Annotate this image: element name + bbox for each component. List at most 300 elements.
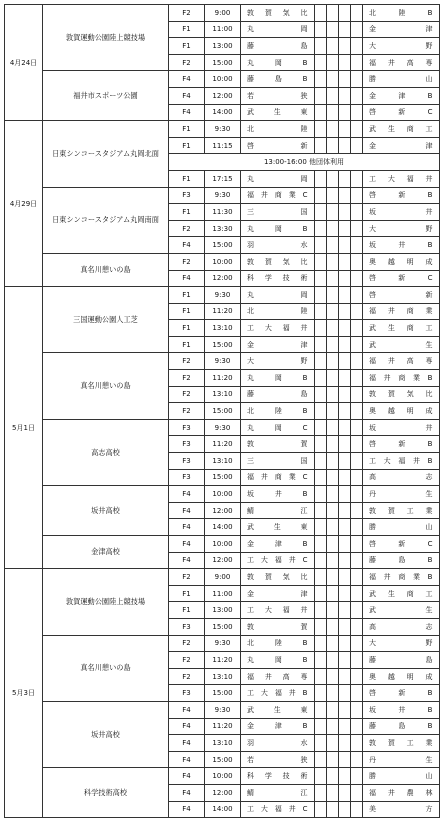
score-cell	[351, 635, 363, 652]
score-cell	[339, 419, 351, 436]
time-cell: 15:00	[205, 685, 241, 702]
score-cell	[339, 386, 351, 403]
division-cell: F4	[169, 71, 205, 88]
score-cell	[351, 71, 363, 88]
away-team-cell: 勝 山	[363, 768, 440, 785]
score-cell	[351, 237, 363, 254]
away-team-cell: 啓 新 C	[363, 104, 440, 121]
away-team-cell: 奥 越 明 成	[363, 668, 440, 685]
score-cell	[351, 453, 363, 470]
score-cell	[339, 486, 351, 503]
division-cell: F4	[169, 751, 205, 768]
score-cell	[339, 303, 351, 320]
match-row	[5, 569, 440, 586]
time-cell: 11:00	[205, 585, 241, 602]
away-team-cell: 坂 井 B	[363, 237, 440, 254]
score-cell	[351, 419, 363, 436]
away-team-cell: 金 津	[363, 21, 440, 38]
away-team-cell: 武 生	[363, 602, 440, 619]
score-cell	[315, 685, 327, 702]
time-cell: 15:00	[205, 336, 241, 353]
date-cell: 5月3日	[5, 569, 43, 818]
home-team-cell: 丸 岡 B	[241, 220, 315, 237]
score-cell	[315, 270, 327, 287]
away-team-cell: 坂 井	[363, 204, 440, 221]
home-team-cell: 丸 岡 B	[241, 652, 315, 669]
score-cell	[351, 784, 363, 801]
score-cell	[339, 635, 351, 652]
score-cell	[315, 187, 327, 204]
score-cell	[351, 137, 363, 154]
score-cell	[315, 618, 327, 635]
score-cell	[327, 38, 339, 55]
score-cell	[315, 303, 327, 320]
division-cell: F4	[169, 718, 205, 735]
time-cell: 15:00	[205, 469, 241, 486]
time-cell: 13:10	[205, 320, 241, 337]
division-cell: F3	[169, 469, 205, 486]
score-cell	[327, 701, 339, 718]
home-team-cell: 羽 水	[241, 237, 315, 254]
time-cell: 9:30	[205, 353, 241, 370]
score-cell	[351, 751, 363, 768]
score-cell	[327, 768, 339, 785]
division-cell: F1	[169, 121, 205, 138]
away-team-cell: 奥 越 明 成	[363, 403, 440, 420]
time-cell: 9:00	[205, 569, 241, 586]
score-cell	[327, 486, 339, 503]
score-cell	[315, 5, 327, 22]
away-team-cell: 北 陸 B	[363, 5, 440, 22]
score-cell	[351, 54, 363, 71]
home-team-cell: 丸 岡	[241, 21, 315, 38]
score-cell	[351, 87, 363, 104]
score-cell	[327, 652, 339, 669]
score-cell	[327, 170, 339, 187]
score-cell	[327, 71, 339, 88]
away-team-cell: 大 野	[363, 38, 440, 55]
time-cell: 13:10	[205, 453, 241, 470]
away-team-cell: 敦 賀 工 業	[363, 502, 440, 519]
division-cell: F2	[169, 403, 205, 420]
score-cell	[315, 536, 327, 553]
home-team-cell: 鯖 江	[241, 784, 315, 801]
score-cell	[327, 21, 339, 38]
score-cell	[315, 453, 327, 470]
score-cell	[315, 751, 327, 768]
division-cell: F3	[169, 618, 205, 635]
venue-cell: 日東シンコースタジアム丸岡南面	[43, 187, 169, 253]
away-team-cell: 奥 越 明 成	[363, 253, 440, 270]
division-cell: F4	[169, 801, 205, 818]
score-cell	[351, 303, 363, 320]
score-cell	[315, 668, 327, 685]
home-team-cell: 工 大 福 井 C	[241, 801, 315, 818]
division-cell: F1	[169, 336, 205, 353]
home-team-cell: 金 津 B	[241, 536, 315, 553]
away-team-cell: 武 生 商 工	[363, 121, 440, 138]
division-cell: F2	[169, 569, 205, 586]
score-cell	[351, 38, 363, 55]
away-team-cell: 啓 新 C	[363, 536, 440, 553]
score-cell	[327, 635, 339, 652]
division-cell: F4	[169, 237, 205, 254]
score-cell	[315, 784, 327, 801]
score-cell	[339, 336, 351, 353]
time-cell: 11:30	[205, 204, 241, 221]
home-team-cell: 北 陸	[241, 303, 315, 320]
match-row	[5, 187, 440, 204]
score-cell	[315, 320, 327, 337]
away-team-cell: 啓 新 C	[363, 270, 440, 287]
home-team-cell: 工 大 福 井 C	[241, 552, 315, 569]
away-team-cell: 高 志	[363, 618, 440, 635]
home-team-cell: 金 津	[241, 585, 315, 602]
score-cell	[327, 303, 339, 320]
home-team-cell: 科 学 技 術	[241, 768, 315, 785]
home-team-cell: 科 学 技 術	[241, 270, 315, 287]
score-cell	[327, 270, 339, 287]
home-team-cell: 三 国	[241, 453, 315, 470]
time-cell: 9:30	[205, 419, 241, 436]
score-cell	[315, 436, 327, 453]
score-cell	[351, 618, 363, 635]
away-team-cell: 啓 新	[363, 287, 440, 304]
score-cell	[351, 336, 363, 353]
score-cell	[339, 718, 351, 735]
score-cell	[327, 5, 339, 22]
score-cell	[327, 519, 339, 536]
time-cell: 10:00	[205, 486, 241, 503]
score-cell	[327, 320, 339, 337]
score-cell	[339, 552, 351, 569]
match-row	[5, 71, 440, 88]
score-cell	[339, 403, 351, 420]
away-team-cell: 勝 山	[363, 71, 440, 88]
score-cell	[351, 685, 363, 702]
score-cell	[339, 104, 351, 121]
division-cell: F1	[169, 320, 205, 337]
score-cell	[315, 170, 327, 187]
division-cell: F1	[169, 585, 205, 602]
score-cell	[351, 104, 363, 121]
division-cell: F2	[169, 370, 205, 387]
score-cell	[315, 54, 327, 71]
score-cell	[315, 419, 327, 436]
score-cell	[315, 287, 327, 304]
away-team-cell: 高 志	[363, 469, 440, 486]
time-cell: 15:00	[205, 403, 241, 420]
home-team-cell: 若 狭	[241, 751, 315, 768]
away-team-cell: 丹 生	[363, 751, 440, 768]
score-cell	[315, 71, 327, 88]
match-row	[5, 287, 440, 304]
score-cell	[339, 602, 351, 619]
score-cell	[339, 701, 351, 718]
away-team-cell: 福井商業B	[363, 370, 440, 387]
score-cell	[351, 536, 363, 553]
score-cell	[339, 204, 351, 221]
time-cell: 13:30	[205, 220, 241, 237]
away-team-cell: 金 津 B	[363, 87, 440, 104]
score-cell	[315, 652, 327, 669]
score-cell	[315, 585, 327, 602]
division-cell: F4	[169, 784, 205, 801]
home-team-cell: 福 井 高 専	[241, 668, 315, 685]
score-cell	[315, 701, 327, 718]
score-cell	[351, 370, 363, 387]
score-cell	[351, 469, 363, 486]
division-cell: F3	[169, 187, 205, 204]
division-cell: F1	[169, 204, 205, 221]
score-cell	[327, 419, 339, 436]
score-cell	[339, 71, 351, 88]
division-cell: F2	[169, 353, 205, 370]
score-cell	[315, 137, 327, 154]
time-cell: 9:30	[205, 187, 241, 204]
score-cell	[327, 668, 339, 685]
score-cell	[339, 569, 351, 586]
division-cell: F3	[169, 436, 205, 453]
match-row	[5, 121, 440, 138]
time-cell: 10:00	[205, 536, 241, 553]
score-cell	[351, 735, 363, 752]
score-cell	[327, 585, 339, 602]
home-team-cell: 敦 賀 気 比	[241, 253, 315, 270]
away-team-cell: 福 井 農 林	[363, 784, 440, 801]
score-cell	[327, 204, 339, 221]
score-cell	[327, 453, 339, 470]
home-team-cell: 敦 賀 気 比	[241, 5, 315, 22]
match-row	[5, 253, 440, 270]
home-team-cell: 福 井 商 業 C	[241, 469, 315, 486]
score-cell	[327, 751, 339, 768]
score-cell	[339, 54, 351, 71]
time-cell: 15:00	[205, 237, 241, 254]
score-cell	[327, 287, 339, 304]
score-cell	[339, 38, 351, 55]
score-cell	[351, 21, 363, 38]
score-cell	[351, 768, 363, 785]
venue-cell: 三国運動公園人工芝	[43, 287, 169, 353]
time-cell: 11:20	[205, 718, 241, 735]
score-cell	[315, 552, 327, 569]
score-cell	[327, 104, 339, 121]
score-cell	[339, 270, 351, 287]
score-cell	[339, 253, 351, 270]
score-cell	[327, 87, 339, 104]
time-cell: 9:30	[205, 701, 241, 718]
home-team-cell: 敦 賀	[241, 618, 315, 635]
venue-cell: 日東シンコースタジアム丸岡北面	[43, 121, 169, 187]
score-cell	[327, 618, 339, 635]
division-cell: F4	[169, 486, 205, 503]
score-cell	[315, 220, 327, 237]
home-team-cell: 鯖 江	[241, 502, 315, 519]
away-team-cell: 啓 新 B	[363, 187, 440, 204]
score-cell	[315, 735, 327, 752]
score-cell	[327, 552, 339, 569]
score-cell	[327, 718, 339, 735]
away-team-cell: 金 津	[363, 137, 440, 154]
score-cell	[351, 519, 363, 536]
score-cell	[327, 353, 339, 370]
score-cell	[351, 718, 363, 735]
score-cell	[339, 784, 351, 801]
time-cell: 9:30	[205, 287, 241, 304]
score-cell	[327, 436, 339, 453]
home-team-cell: 金 津	[241, 336, 315, 353]
score-cell	[339, 237, 351, 254]
home-team-cell: 三 国	[241, 204, 315, 221]
home-team-cell: 坂 井 B	[241, 486, 315, 503]
away-team-cell: 敦 賀 気 比	[363, 386, 440, 403]
venue-cell: 坂井高校	[43, 486, 169, 536]
score-cell	[327, 602, 339, 619]
score-cell	[315, 569, 327, 586]
score-cell	[339, 121, 351, 138]
score-cell	[339, 320, 351, 337]
venue-cell: 敦賀運動公園陸上競技場	[43, 569, 169, 635]
division-cell: F1	[169, 137, 205, 154]
match-row	[5, 419, 440, 436]
division-cell: F4	[169, 768, 205, 785]
home-team-cell: 藤 島	[241, 38, 315, 55]
date-cell: 5月1日	[5, 287, 43, 569]
score-cell	[315, 403, 327, 420]
division-cell: F4	[169, 104, 205, 121]
score-cell	[327, 370, 339, 387]
venue-cell: 真名川憩いの島	[43, 635, 169, 701]
score-cell	[351, 668, 363, 685]
score-cell	[327, 536, 339, 553]
division-cell: F1	[169, 170, 205, 187]
venue-cell: 真名川憩いの島	[43, 253, 169, 286]
score-cell	[351, 386, 363, 403]
home-team-cell: 敦 賀	[241, 436, 315, 453]
division-cell: F4	[169, 502, 205, 519]
time-cell: 12:00	[205, 552, 241, 569]
score-cell	[339, 137, 351, 154]
away-team-cell: 勝 山	[363, 519, 440, 536]
venue-cell: 高志高校	[43, 419, 169, 485]
division-cell: F1	[169, 287, 205, 304]
time-cell: 12:00	[205, 270, 241, 287]
score-cell	[339, 668, 351, 685]
home-team-cell: 丸 岡 C	[241, 419, 315, 436]
time-cell: 13:00	[205, 602, 241, 619]
division-cell: F4	[169, 270, 205, 287]
score-cell	[315, 121, 327, 138]
division-cell: F2	[169, 668, 205, 685]
score-cell	[339, 287, 351, 304]
score-cell	[351, 701, 363, 718]
away-team-cell: 福井商業B	[363, 569, 440, 586]
score-cell	[339, 453, 351, 470]
division-cell: F4	[169, 552, 205, 569]
score-cell	[339, 21, 351, 38]
score-cell	[339, 5, 351, 22]
away-team-cell: 福 井 商 業	[363, 303, 440, 320]
time-cell: 17:15	[205, 170, 241, 187]
division-cell: F2	[169, 54, 205, 71]
time-cell: 15:00	[205, 618, 241, 635]
home-team-cell: 大 野	[241, 353, 315, 370]
score-cell	[351, 287, 363, 304]
score-cell	[339, 751, 351, 768]
score-cell	[351, 270, 363, 287]
away-team-cell: 武 生	[363, 336, 440, 353]
score-cell	[351, 585, 363, 602]
away-team-cell: 藤 島 B	[363, 718, 440, 735]
score-cell	[315, 718, 327, 735]
score-cell	[315, 353, 327, 370]
home-team-cell: 武 生 東	[241, 104, 315, 121]
division-cell: F2	[169, 635, 205, 652]
score-cell	[315, 87, 327, 104]
score-cell	[327, 735, 339, 752]
note-cell: 13:00-16:00 他団体利用	[169, 154, 440, 171]
division-cell: F4	[169, 536, 205, 553]
time-cell: 11:20	[205, 436, 241, 453]
score-cell	[339, 370, 351, 387]
home-team-cell: 工大福井B	[241, 685, 315, 702]
away-team-cell: 福 井 高 専	[363, 54, 440, 71]
score-cell	[315, 237, 327, 254]
division-cell: F2	[169, 220, 205, 237]
time-cell: 12:00	[205, 784, 241, 801]
score-cell	[327, 469, 339, 486]
score-cell	[315, 502, 327, 519]
division-cell: F2	[169, 652, 205, 669]
score-cell	[351, 652, 363, 669]
away-team-cell: 坂 井 B	[363, 701, 440, 718]
score-cell	[339, 618, 351, 635]
score-cell	[315, 386, 327, 403]
away-team-cell: 工大福井B	[363, 453, 440, 470]
score-cell	[351, 436, 363, 453]
score-cell	[351, 353, 363, 370]
score-cell	[315, 336, 327, 353]
score-cell	[327, 253, 339, 270]
time-cell: 13:10	[205, 386, 241, 403]
home-team-cell: 丸 岡	[241, 170, 315, 187]
home-team-cell: 丸 岡 B	[241, 54, 315, 71]
score-cell	[351, 320, 363, 337]
score-cell	[339, 436, 351, 453]
away-team-cell: 啓 新 B	[363, 436, 440, 453]
score-cell	[351, 220, 363, 237]
date-cell: 4月29日	[5, 121, 43, 287]
score-cell	[315, 801, 327, 818]
time-cell: 15:00	[205, 751, 241, 768]
time-cell: 11:00	[205, 21, 241, 38]
match-row	[5, 635, 440, 652]
division-cell: F2	[169, 386, 205, 403]
score-cell	[339, 652, 351, 669]
division-cell: F1	[169, 303, 205, 320]
score-cell	[327, 121, 339, 138]
match-row	[5, 5, 440, 22]
score-cell	[351, 5, 363, 22]
score-cell	[327, 569, 339, 586]
division-cell: F1	[169, 21, 205, 38]
score-cell	[327, 54, 339, 71]
score-cell	[339, 519, 351, 536]
score-cell	[351, 502, 363, 519]
score-cell	[339, 768, 351, 785]
time-cell: 9:30	[205, 121, 241, 138]
